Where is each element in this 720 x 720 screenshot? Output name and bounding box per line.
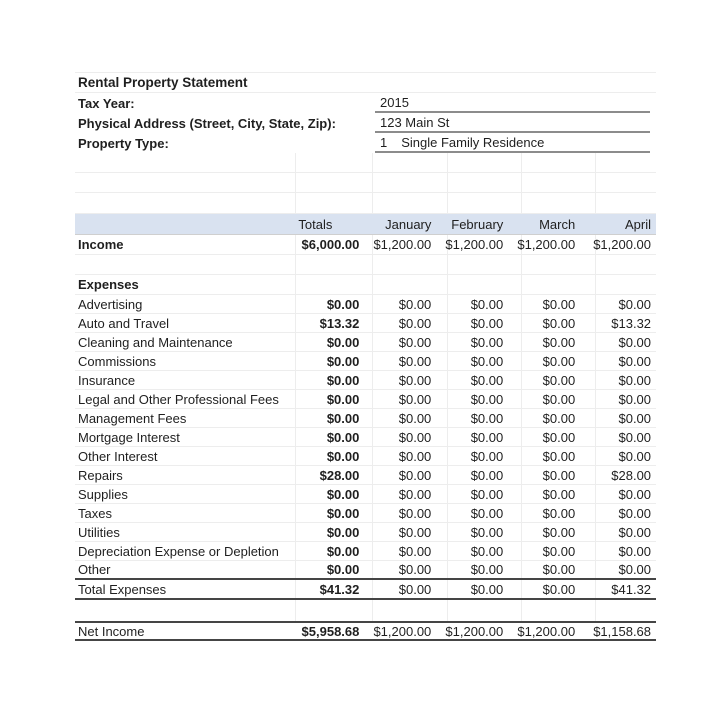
cell-totals[interactable]: $13.32 — [319, 315, 360, 331]
property-type-code: 1 — [380, 134, 388, 150]
cell-april[interactable]: $1,158.68 — [593, 623, 652, 639]
table-body — [75, 235, 656, 641]
cell-totals[interactable]: $0.00 — [326, 296, 360, 312]
cell-march[interactable] — [508, 255, 580, 274]
row-label: Income — [78, 237, 124, 252]
cell-february[interactable]: $0.00 — [470, 505, 504, 521]
cell-totals[interactable]: $41.32 — [319, 581, 360, 597]
row-label: Mortgage Interest — [78, 429, 180, 445]
cell-march[interactable]: $0.00 — [542, 296, 576, 312]
cell-totals[interactable] — [289, 255, 364, 274]
row-label: Insurance — [78, 372, 136, 388]
cell-april[interactable]: $13.32 — [611, 315, 652, 331]
row-blank — [75, 600, 656, 621]
cell-january[interactable]: $0.00 — [398, 296, 432, 312]
tax-year-value: 2015 — [380, 94, 409, 110]
cell-march[interactable]: $0.00 — [542, 543, 576, 559]
cell-totals[interactable]: $0.00 — [326, 505, 360, 521]
cell-february[interactable]: $0.00 — [470, 296, 504, 312]
cell-march[interactable]: $0.00 — [542, 334, 576, 350]
row-blank — [75, 255, 656, 275]
cell-january[interactable]: $0.00 — [398, 353, 432, 369]
row-label: Other Interest — [78, 448, 158, 464]
row-label: Other — [78, 562, 111, 577]
row-legal-and-other-professional-fees — [75, 390, 656, 409]
column-header-february[interactable]: February — [451, 216, 504, 232]
tax-year-label: Tax Year: — [78, 95, 135, 111]
cell-february[interactable] — [436, 255, 508, 274]
cell-february[interactable]: $0.00 — [470, 524, 504, 540]
address-value: 123 Main St — [380, 114, 450, 130]
row-supplies — [75, 485, 656, 504]
row-advertising — [75, 295, 656, 314]
column-header-january[interactable]: January — [385, 216, 432, 232]
cell-totals[interactable]: $0.00 — [326, 524, 360, 540]
cell-april[interactable]: $0.00 — [618, 505, 652, 521]
cell-march[interactable]: $1,200.00 — [517, 237, 576, 252]
cell-january[interactable]: $0.00 — [398, 486, 432, 502]
row-taxes — [75, 504, 656, 523]
cell-february[interactable]: $0.00 — [470, 353, 504, 369]
cell-january[interactable] — [363, 255, 436, 274]
row-mortgage-interest — [75, 428, 656, 447]
cell-march[interactable] — [508, 600, 580, 621]
cell-january[interactable]: $0.00 — [398, 467, 432, 483]
row-label: Cleaning and Maintenance — [78, 334, 233, 350]
row-label: Management Fees — [78, 410, 187, 426]
cell-april[interactable]: $0.00 — [618, 429, 652, 445]
column-header-april[interactable]: April — [624, 216, 651, 232]
cell-february[interactable]: $0.00 — [470, 562, 504, 577]
row-insurance — [75, 371, 656, 390]
cell-january[interactable]: $1,200.00 — [373, 623, 432, 639]
cell-february[interactable]: $0.00 — [470, 581, 504, 597]
cell-march[interactable]: $0.00 — [542, 372, 576, 388]
row-total-expenses — [75, 580, 656, 600]
cell-totals[interactable]: $0.00 — [326, 410, 360, 426]
cell-totals[interactable]: $0.00 — [326, 353, 360, 369]
cell-totals[interactable]: $5,958.68 — [301, 623, 360, 639]
cell-february[interactable]: $0.00 — [470, 467, 504, 483]
row-other-interest — [75, 447, 656, 466]
cell-april[interactable] — [580, 275, 656, 294]
cell-february[interactable] — [436, 600, 508, 621]
cell-totals[interactable]: $0.00 — [326, 486, 360, 502]
cell-march[interactable]: $0.00 — [542, 315, 576, 331]
row-label: Depreciation Expense or Depletion — [78, 543, 279, 559]
cell-april[interactable]: $0.00 — [618, 486, 652, 502]
cell-totals[interactable]: $28.00 — [319, 467, 360, 483]
cell-march[interactable]: $0.00 — [542, 505, 576, 521]
cell-march[interactable]: $0.00 — [542, 467, 576, 483]
cell-april[interactable] — [580, 600, 656, 621]
row-income — [75, 235, 656, 255]
column-header-march[interactable]: March — [539, 216, 576, 232]
row-label: Repairs — [78, 467, 123, 483]
cell-march[interactable]: $0.00 — [542, 391, 576, 407]
row-label: Taxes — [78, 505, 112, 521]
row-expenses — [75, 275, 656, 295]
column-headers-row — [75, 214, 656, 235]
cell-march[interactable]: $0.00 — [542, 486, 576, 502]
empty-row[interactable] — [75, 153, 656, 173]
column-header-blank[interactable] — [75, 214, 288, 234]
cell-march[interactable]: $0.00 — [542, 524, 576, 540]
cell-january[interactable]: $0.00 — [398, 448, 432, 464]
row-label: Net Income — [78, 623, 145, 639]
cell-january[interactable]: $0.00 — [398, 391, 432, 407]
row-management-fees — [75, 409, 656, 428]
cell-totals[interactable] — [289, 275, 364, 294]
cell-january[interactable] — [363, 275, 436, 294]
cell-april[interactable]: $0.00 — [618, 372, 652, 388]
cell-january[interactable]: $1,200.00 — [373, 237, 432, 252]
row-net-income — [75, 621, 656, 641]
cell-totals[interactable]: $0.00 — [326, 334, 360, 350]
property-type-name: Single Family Residence — [401, 134, 545, 150]
cell-february[interactable]: $0.00 — [470, 486, 504, 502]
row-label: Commissions — [78, 353, 157, 369]
row-auto-and-travel — [75, 314, 656, 333]
cell-march[interactable]: $0.00 — [542, 410, 576, 426]
cell-april[interactable]: $0.00 — [618, 353, 652, 369]
row-label: Total Expenses — [78, 581, 167, 597]
cell-totals[interactable]: $0.00 — [326, 543, 360, 559]
empty-row[interactable] — [75, 173, 656, 193]
cell-totals[interactable] — [289, 600, 364, 621]
title-row — [75, 73, 656, 93]
cell-march[interactable]: $0.00 — [542, 581, 576, 597]
cell-february[interactable]: $0.00 — [470, 543, 504, 559]
cell-april[interactable]: $0.00 — [618, 543, 652, 559]
cell-april[interactable]: $0.00 — [618, 448, 652, 464]
tax-year-value-cell[interactable] — [375, 93, 650, 113]
row-label: Supplies — [78, 486, 128, 502]
address-value-cell[interactable] — [375, 113, 650, 133]
cell-april[interactable]: $0.00 — [618, 524, 652, 540]
column-header-totals[interactable]: Totals — [298, 216, 333, 232]
property-type-value-cell[interactable] — [375, 133, 650, 153]
row-utilities — [75, 523, 656, 542]
cell-totals[interactable]: $0.00 — [326, 429, 360, 445]
cell-january[interactable]: $0.00 — [398, 410, 432, 426]
cell-april[interactable]: $0.00 — [618, 410, 652, 426]
cell-january[interactable]: $0.00 — [398, 429, 432, 445]
cell-april[interactable]: $0.00 — [618, 296, 652, 312]
row-label: Utilities — [78, 524, 120, 540]
cell-february[interactable]: $0.00 — [470, 315, 504, 331]
row-cleaning-and-maintenance — [75, 333, 656, 352]
empty-row[interactable] — [75, 193, 656, 214]
cell-february[interactable] — [436, 275, 508, 294]
row-commissions — [75, 352, 656, 371]
field-row-tax-year — [75, 93, 656, 113]
cell-april[interactable]: $28.00 — [611, 467, 652, 483]
property-type-label: Property Type: — [78, 135, 169, 151]
cell-january[interactable]: $0.00 — [398, 505, 432, 521]
cell-january[interactable] — [363, 600, 436, 621]
cell-march[interactable]: $1,200.00 — [517, 623, 576, 639]
cell-february[interactable]: $1,200.00 — [445, 623, 504, 639]
cell-february[interactable]: $0.00 — [470, 410, 504, 426]
row-other — [75, 561, 656, 580]
cell-march[interactable]: $0.00 — [542, 353, 576, 369]
cell-february[interactable]: $0.00 — [470, 448, 504, 464]
field-row-address — [75, 113, 656, 133]
cell-march[interactable]: $0.00 — [542, 429, 576, 445]
cell-april[interactable] — [580, 255, 656, 274]
cell-january[interactable]: $0.00 — [398, 372, 432, 388]
sheet-title: Rental Property Statement — [78, 75, 248, 90]
cell-january[interactable]: $0.00 — [398, 581, 432, 597]
cell-january[interactable]: $0.00 — [398, 562, 432, 577]
cell-march[interactable] — [508, 275, 580, 294]
cell-totals[interactable]: $6,000.00 — [301, 237, 360, 252]
cell-march[interactable]: $0.00 — [542, 448, 576, 464]
row-label: Advertising — [78, 296, 143, 312]
spreadsheet — [75, 72, 656, 650]
cell-march[interactable]: $0.00 — [542, 562, 576, 577]
address-label: Physical Address (Street, City, State, Zip): — [78, 115, 336, 131]
cell-totals[interactable]: $0.00 — [326, 372, 360, 388]
cell-april[interactable]: $1,200.00 — [593, 237, 652, 252]
cell-january[interactable]: $0.00 — [398, 315, 432, 331]
cell-totals[interactable]: $0.00 — [326, 448, 360, 464]
cell-april[interactable]: $0.00 — [618, 334, 652, 350]
cell-april[interactable]: $0.00 — [618, 391, 652, 407]
field-row-property-type — [75, 133, 656, 153]
cell-january[interactable]: $0.00 — [398, 334, 432, 350]
row-depreciation-expense-or-depletion — [75, 542, 656, 561]
cell-february[interactable]: $1,200.00 — [445, 237, 504, 252]
row-label: Expenses — [78, 277, 139, 292]
cell-february[interactable]: $0.00 — [470, 334, 504, 350]
cell-april[interactable]: $0.00 — [618, 562, 652, 577]
cell-february[interactable]: $0.00 — [470, 372, 504, 388]
row-label: Legal and Other Professional Fees — [78, 391, 279, 407]
row-label: Auto and Travel — [78, 315, 170, 331]
row-repairs — [75, 466, 656, 485]
cell-february[interactable]: $0.00 — [470, 391, 504, 407]
cell-january[interactable]: $0.00 — [398, 524, 432, 540]
cell-january[interactable]: $0.00 — [398, 543, 432, 559]
cell-april[interactable]: $41.32 — [611, 581, 652, 597]
cell-totals[interactable]: $0.00 — [326, 391, 360, 407]
cell-totals[interactable]: $0.00 — [326, 562, 360, 577]
cell-february[interactable]: $0.00 — [470, 429, 504, 445]
